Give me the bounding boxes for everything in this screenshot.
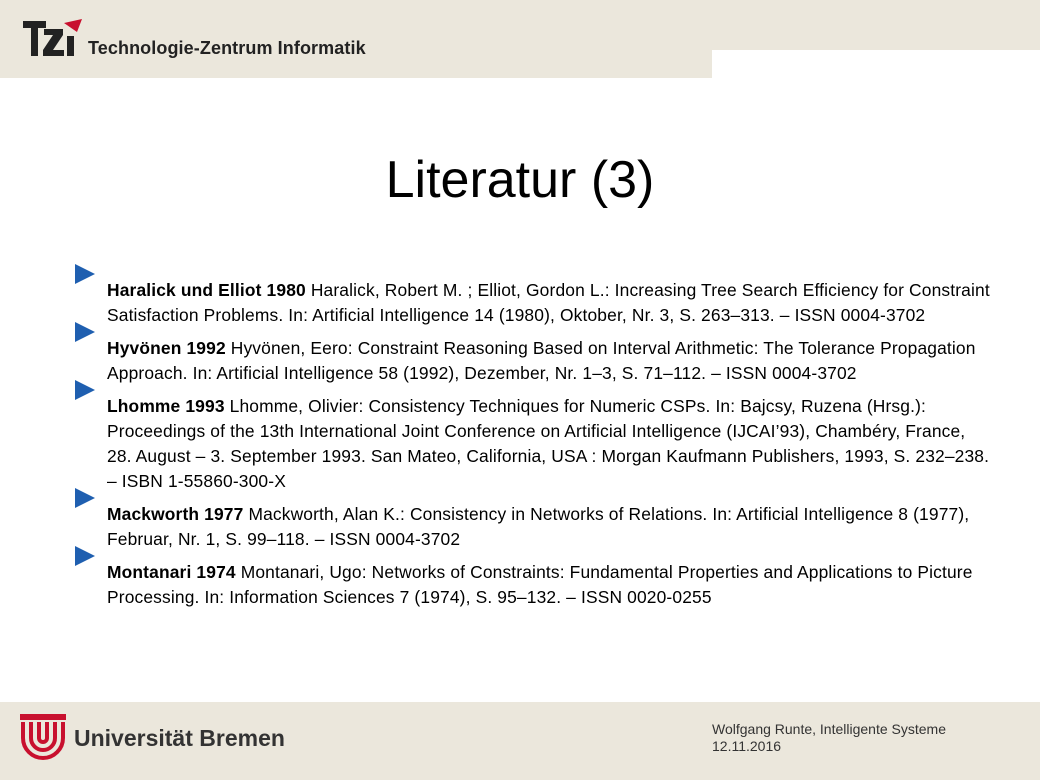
reference-text: Lhomme, Olivier: Consistency Techniques for Numeric CSPs. In: Bajcsy, Ruzena (Hrsg.): Proceedings of the 13th International Joint Conference on Artificial Intelligence (IJCAI’93), Chambéry, France, 28. August – 3. September 1993. San Mateo, California, USA : Morgan Kaufmann Publishers, 1993, S. 232–238. – ISBN 1-55860-300-X xyxy=(107,396,990,491)
arrow-bullet-icon xyxy=(72,264,96,284)
arrow-bullet-icon xyxy=(72,546,96,566)
reference-text: Montanari, Ugo: Networks of Constraints: Fundamental Properties and Applications to Picture Processing. In: Information Sciences 7 (1974), S. 95–132. – ISSN 0020-0255 xyxy=(107,562,973,607)
reference-key: Mackworth 1977 xyxy=(107,504,244,524)
arrow-bullet-icon xyxy=(72,322,96,342)
reference-item xyxy=(72,394,992,494)
arrow-bullet-icon xyxy=(72,488,96,508)
tzi-logo-icon xyxy=(22,18,84,62)
university-bremen-logo-icon xyxy=(20,712,66,762)
reference-item xyxy=(72,560,992,610)
reference-list xyxy=(72,278,992,618)
slide-title: Literatur (3) xyxy=(385,151,655,209)
arrow-bullet-icon xyxy=(72,380,96,400)
reference-item xyxy=(72,336,992,386)
reference-key: Hyvönen 1992 xyxy=(107,338,226,358)
reference-text: Haralick, Robert M. ; Elliot, Gordon L.: Increasing Tree Search Efficiency for Constraint Satisfaction Problems. In: Artificial Intelligence 14 (1980), Oktober, Nr. 3, S. 263–313. – ISSN 0004-3702 xyxy=(107,280,990,325)
reference-item xyxy=(72,278,992,328)
header-band-right xyxy=(712,0,1040,50)
footer-university-name: Universität Bremen xyxy=(74,725,285,751)
footer-date: 12.11.2016 xyxy=(712,738,782,754)
reference-text: Hyvönen, Eero: Constraint Reasoning Based on Interval Arithmetic: The Tolerance Propagation Approach. In: Artificial Intelligence 58 (1992), Dezember, Nr. 1–3, S. 71–112. – ISSN 0004-3702 xyxy=(107,338,976,383)
header-org-name: Technologie-Zentrum Informatik xyxy=(88,38,366,58)
reference-key: Haralick und Elliot 1980 xyxy=(107,280,306,300)
footer-author: Wolfgang Runte, Intelligente Systeme xyxy=(712,721,946,737)
reference-key: Montanari 1974 xyxy=(107,562,236,582)
reference-key: Lhomme 1993 xyxy=(107,396,225,416)
reference-item xyxy=(72,502,992,552)
reference-text: Mackworth, Alan K.: Consistency in Networks of Relations. In: Artificial Intelligence 8 (1977), Februar, Nr. 1, S. 99–118. – ISSN 0004-3702 xyxy=(107,504,970,549)
